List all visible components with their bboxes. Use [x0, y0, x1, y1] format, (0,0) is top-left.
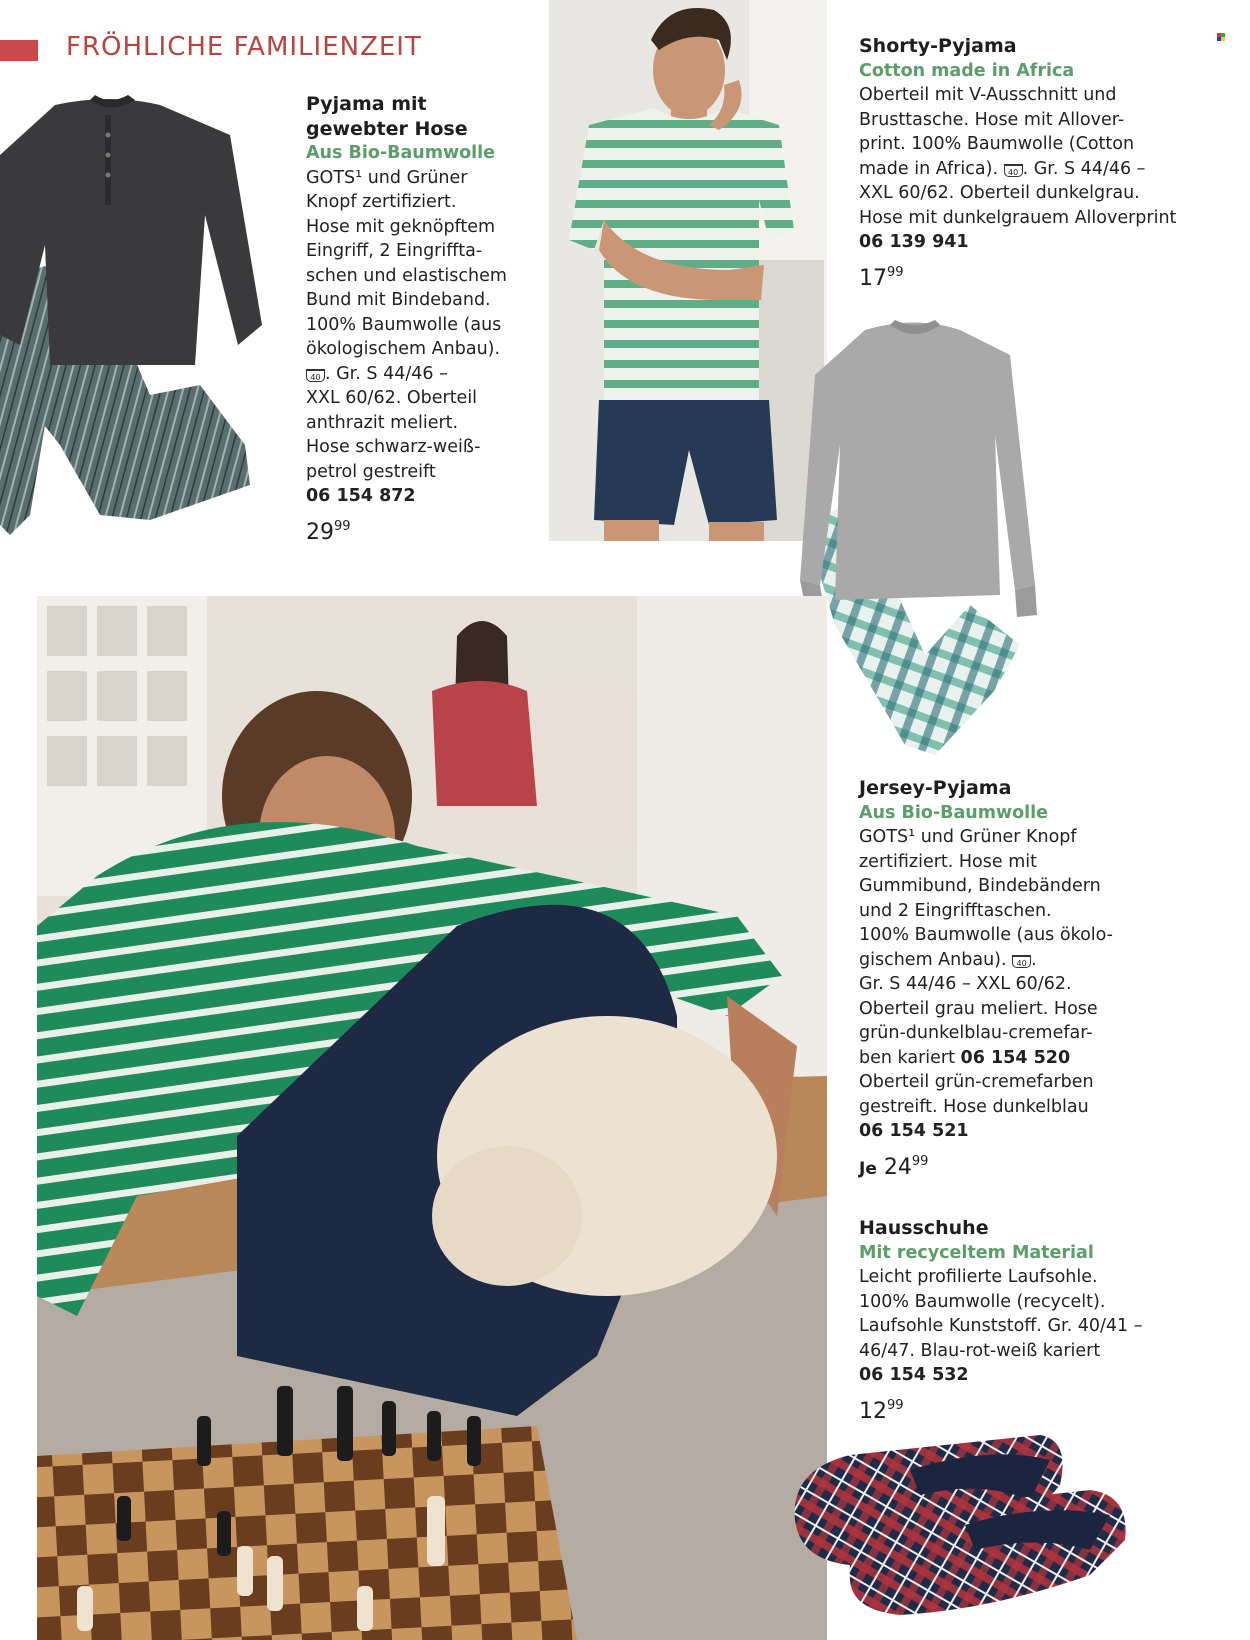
family-time-photo [37, 596, 827, 1640]
product-title: Hausschuhe [859, 1217, 989, 1239]
desc-line: Knopf zertifiziert. [306, 192, 457, 212]
article-number: 06 154 872 [306, 486, 416, 506]
article-number: 06 154 521 [859, 1121, 969, 1141]
shorty-pyjama-description [859, 34, 1176, 291]
woven-pyjama-image [0, 95, 270, 545]
desc-line: 46/47. Blau-rot-weiß kariert [859, 1340, 1101, 1361]
woven-pyjama-description [306, 92, 507, 545]
article-number: 06 139 941 [859, 232, 969, 252]
desc-line: 100% Baumwolle (aus [306, 314, 502, 335]
desc-line: 100% Baumwolle (recycelt). [859, 1291, 1106, 1312]
desc-line: Oberteil mit V-Ausschnitt und [859, 85, 1117, 105]
product-title-line: Pyjama mit [306, 93, 427, 115]
price: $29^{99}$ [306, 518, 351, 545]
price: $12^{99}$ [859, 1397, 904, 1424]
desc-line: grün-dunkelblau-cremefar- [859, 1023, 1093, 1043]
desc-line: Laufsohle Kunststoff. Gr. 40/41 – [859, 1316, 1143, 1336]
desc-line: GOTS¹ und Grüner Knopf [859, 827, 1077, 847]
desc-line: Gummibund, Bindebändern [859, 876, 1101, 896]
price: $17^{99}$ [859, 264, 904, 291]
jersey-pyjama-image [795, 315, 1040, 755]
article-number: 06 154 532 [859, 1365, 969, 1385]
desc-line: Oberteil grau meliert. Hose [859, 998, 1098, 1019]
article-number: 06 154 520 [960, 1047, 1071, 1068]
wash-care-icon: 40 [1012, 955, 1031, 968]
product-title: Shorty-Pyjama [859, 35, 1017, 57]
desc-line: Bund mit Bindeband. [306, 290, 491, 310]
desc-line: gischem Anbau). 40 . [859, 949, 1037, 970]
desc-line: gestreift. Hose dunkelblau [859, 1096, 1089, 1117]
product-title-line: gewebter Hose [306, 117, 468, 140]
desc-line: petrol gestreift [306, 461, 436, 482]
section-accent-bar [0, 40, 38, 61]
wash-care-icon: 40 [306, 369, 325, 382]
color-registration-mark [1217, 33, 1225, 41]
desc-line: zertifiziert. Hose mit [859, 851, 1037, 872]
slippers-description [859, 1216, 1143, 1424]
section-title: FRÖHLICHE FAMILIENZEIT [66, 32, 422, 62]
desc-line: Gr. S 44/46 – XXL 60/62. [859, 974, 1072, 994]
product-title: Jersey-Pyjama [859, 777, 1012, 799]
desc-line: made in Africa). 40 . Gr. S 44/46 – [859, 158, 1146, 179]
desc-line: Hose mit geknöpftem [306, 216, 496, 237]
desc-line: anthrazit meliert. [306, 412, 459, 433]
desc-line: Leicht profilierte Laufsohle. [859, 1267, 1098, 1287]
shorty-pyjama-photo [549, 0, 827, 541]
desc-line: XXL 60/62. Oberteil dunkelgrau. [859, 183, 1140, 203]
desc-line: ben kariert 06 154 520 [859, 1047, 1071, 1068]
desc-line: Eingriff, 2 Eingriffta- [306, 241, 483, 261]
desc-line: XXL 60/62. Oberteil [306, 388, 478, 408]
desc-line: und 2 Eingrifftaschen. [859, 900, 1052, 921]
product-subtitle: Aus Bio-Baumwolle [859, 802, 1049, 823]
price: Je $24^{99}$ [859, 1153, 929, 1180]
desc-line: Brusttasche. Hose mit Allover- [859, 109, 1125, 130]
desc-line: 100% Baumwolle (aus ökolo- [859, 925, 1113, 945]
desc-line: GOTS¹ und Grüner [306, 167, 468, 188]
desc-line: Hose mit dunkelgrauem Alloverprint [859, 207, 1177, 228]
desc-line: print. 100% Baumwolle (Cotton [859, 134, 1135, 154]
desc-line: ökologischem Anbau). [306, 339, 501, 359]
product-subtitle: Cotton made in Africa [859, 60, 1075, 81]
product-subtitle: Aus Bio-Baumwolle [306, 143, 496, 163]
desc-line: Oberteil grün-cremefarben [859, 1072, 1094, 1092]
product-subtitle: Mit recyceltem Material [859, 1242, 1094, 1263]
desc-line: Hose schwarz-weiß- [306, 437, 481, 457]
wash-care-icon: 40 [1004, 164, 1023, 177]
slippers-image [790, 1430, 1140, 1615]
jersey-pyjama-description [859, 776, 1113, 1181]
desc-line: schen und elastischem [306, 265, 507, 286]
desc-line: 40 . Gr. S 44/46 – [306, 362, 507, 387]
